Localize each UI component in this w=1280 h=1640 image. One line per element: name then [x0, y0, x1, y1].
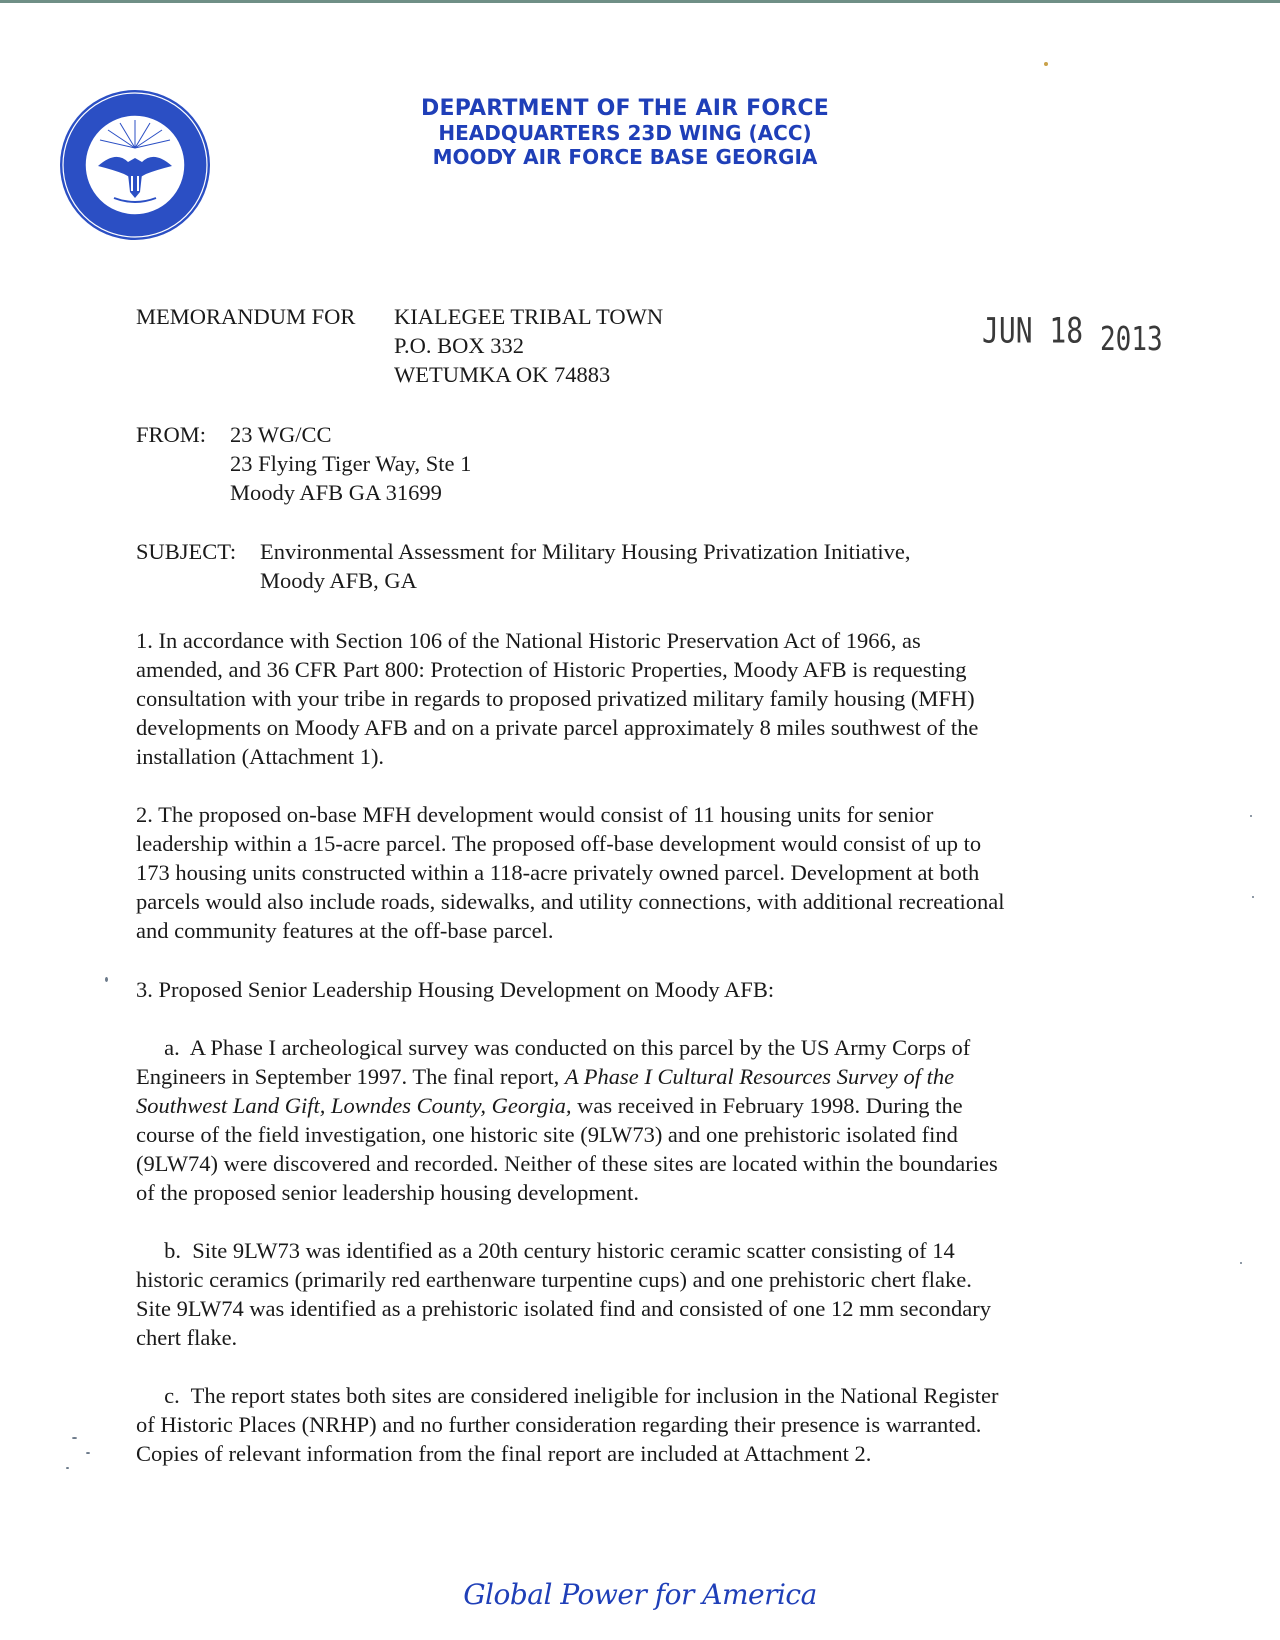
- date-month-day: JUN 18: [982, 310, 1084, 352]
- recipient-address: [394, 302, 663, 389]
- paragraph-line: leadership within a 15-acre parcel. The proposed off-base development would consist of up to: [136, 831, 982, 856]
- subject-line: Moody AFB, GA: [260, 568, 417, 593]
- paragraph-line: course of the field investigation, one historic site (9LW73) and one prehistoric isolated find: [136, 1122, 958, 1147]
- dod-seal-icon: [58, 88, 212, 242]
- paragraph-line: of the proposed senior leadership housing development.: [136, 1180, 640, 1205]
- paragraph-3c: [136, 1381, 1136, 1468]
- paragraph-line: chert flake.: [136, 1325, 238, 1350]
- paragraph-3b: [136, 1236, 1136, 1352]
- scan-speck: [66, 1467, 69, 1469]
- sender-line: 23 WG/CC: [230, 422, 332, 447]
- scan-speck: [1250, 815, 1252, 817]
- paragraph-line: a. A Phase I archeological survey was conducted on this parcel by the US Army Corps of: [136, 1035, 971, 1060]
- paragraph-line: parcels would also include roads, sidewalks, and utility connections, with additional recreational: [136, 889, 1005, 914]
- letterhead: [380, 96, 870, 169]
- report-title-part-1: A Phase I Cultural Resources Survey of the: [564, 1064, 955, 1089]
- subject-label: SUBJECT:: [136, 539, 237, 564]
- scan-speck: [1252, 896, 1254, 898]
- scan-speck: [1044, 62, 1048, 66]
- recipient-line: P.O. BOX 332: [394, 333, 525, 358]
- sender-address: [230, 420, 471, 507]
- paragraph-line: [136, 1091, 1136, 1120]
- headquarters-name: HEADQUARTERS 23D WING (ACC): [438, 121, 812, 145]
- scan-speck: [86, 1452, 90, 1454]
- paragraph-3-heading: [136, 975, 1136, 1004]
- paragraph-line: 3. Proposed Senior Leadership Housing Development on Moody AFB:: [136, 977, 775, 1002]
- report-intro-text: Engineers in September 1997. The final report,: [136, 1064, 565, 1089]
- paragraph-line: historic ceramics (primarily red earthenware turpentine cups) and one prehistoric chert flake.: [136, 1267, 972, 1292]
- scan-speck: [72, 1437, 77, 1439]
- report-received-text: was received in February 1998. During the: [571, 1093, 963, 1118]
- paragraph-line: Site 9LW74 was identified as a prehistoric isolated find and consisted of one 12 mm secondary: [136, 1296, 991, 1321]
- recipient-line: KIALEGEE TRIBAL TOWN: [394, 304, 664, 329]
- subject-text: [260, 537, 911, 595]
- paragraph-line: 2. The proposed on-base MFH development would consist of 11 housing units for senior: [136, 802, 934, 827]
- paragraph-line: developments on Moody AFB and on a private parcel approximately 8 miles southwest of the: [136, 715, 979, 740]
- paragraph-1: [136, 626, 1136, 771]
- paragraph-line: (9LW74) were discovered and recorded. Neither of these sites are located within the boundaries: [136, 1151, 998, 1176]
- scan-edge-line: [0, 0, 1280, 3]
- scan-speck: [105, 977, 108, 982]
- paragraph-line: of Historic Places (NRHP) and no further consideration regarding their presence is warranted.: [136, 1412, 982, 1437]
- paragraph-line: Copies of relevant information from the final report are included at Attachment 2.: [136, 1441, 872, 1466]
- paragraph-3a: [136, 1033, 1136, 1207]
- department-name: DEPARTMENT OF THE AIR FORCE: [421, 96, 829, 121]
- memo-label: MEMORANDUM FOR: [136, 304, 356, 329]
- paragraph-line: installation (Attachment 1).: [136, 744, 385, 769]
- paragraph-line: amended, and 36 CFR Part 800: Protection of Historic Properties, Moody AFB is requesting: [136, 657, 967, 682]
- recipient-line: WETUMKA OK 74883: [394, 362, 611, 387]
- paragraph-2: [136, 800, 1136, 945]
- footer-motto: Global Power for America: [463, 1578, 817, 1611]
- report-title-part-2: Southwest Land Gift, Lowndes County, Georgia,: [136, 1093, 572, 1118]
- scan-speck: [1240, 1262, 1242, 1264]
- paragraph-line: 173 housing units constructed within a 118-acre privately owned parcel. Development at both: [136, 860, 980, 885]
- paragraph-line: [136, 1062, 1136, 1091]
- paragraph-line: consultation with your tribe in regards to proposed privatized military family housing (MFH): [136, 686, 975, 711]
- paragraph-line: c. The report states both sites are considered ineligible for inclusion in the National Register: [136, 1383, 999, 1408]
- paragraph-line: b. Site 9LW73 was identified as a 20th century historic ceramic scatter consisting of 14: [136, 1238, 955, 1263]
- subject-line: Environmental Assessment for Military Housing Privatization Initiative,: [260, 539, 911, 564]
- sender-line: Moody AFB GA 31699: [230, 480, 442, 505]
- from-label: FROM:: [136, 422, 207, 447]
- paragraph-line: 1. In accordance with Section 106 of the National Historic Preservation Act of 1966, as: [136, 628, 921, 653]
- sender-line: 23 Flying Tiger Way, Ste 1: [230, 451, 472, 476]
- date-year: 2013: [1100, 321, 1163, 359]
- date-stamp: [982, 310, 1163, 359]
- paragraph-line: and community features at the off-base parcel.: [136, 918, 554, 943]
- base-name: MOODY AIR FORCE BASE GEORGIA: [432, 145, 818, 169]
